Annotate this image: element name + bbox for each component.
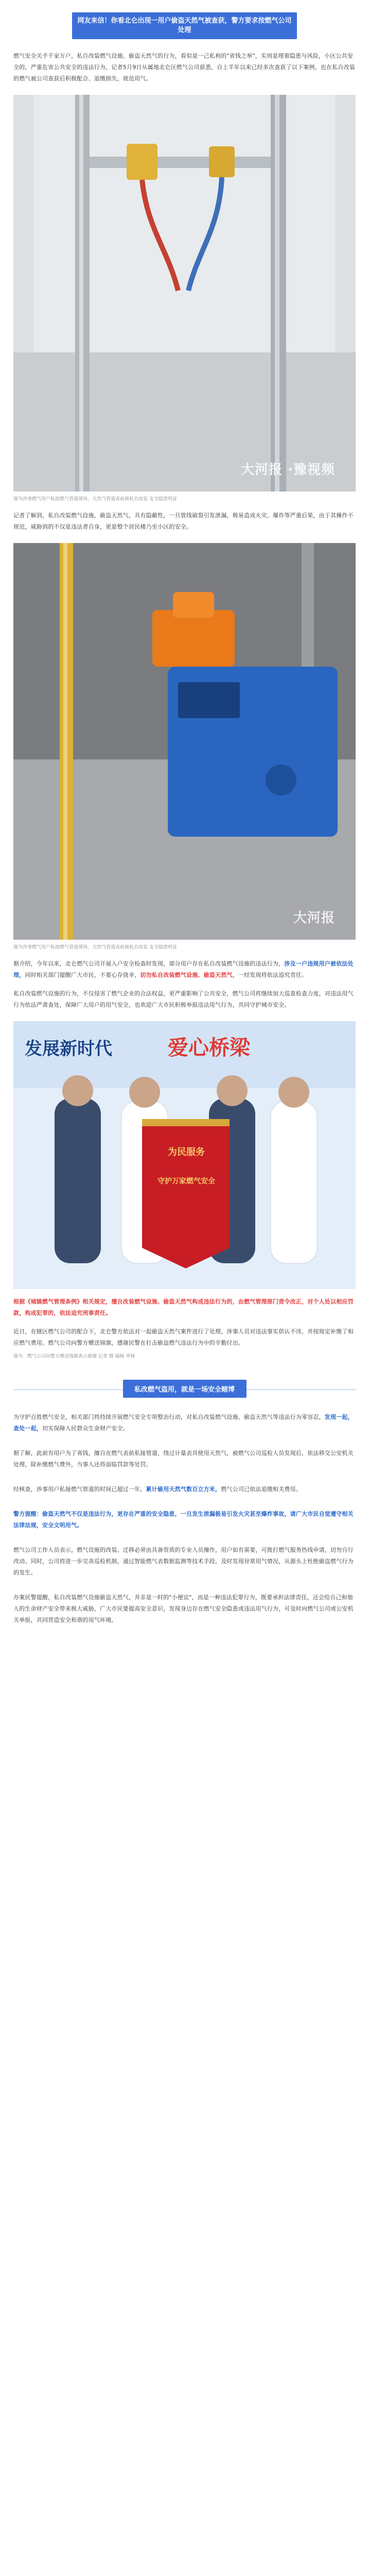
verification-text-c: 燃气公司已依法追缴相关费用。 <box>221 1486 302 1493</box>
article-header-banner <box>72 12 297 39</box>
regulation-text-b: 擅自改装燃气设施、偷盗天然气构成违法行为的，由燃气管理部门责令改正，对个人处以相应罚款，构成犯罪的，依法追究刑事责任。 <box>13 1298 354 1316</box>
regulation-text-a: 根据《城镇燃气管理条例》相关规定， <box>13 1298 112 1305</box>
paragraph-police-warning <box>13 1509 356 1531</box>
photo-gas-meter <box>13 543 356 940</box>
gas-meter-illustration <box>13 543 356 940</box>
photo-banner-presentation <box>13 1021 356 1289</box>
paragraph-campaign <box>13 1412 356 1434</box>
paragraph-company-statement: 燃气公司工作人员表示，燃气设施的改装、迁移必须由具备资质的专业人员操作，用户如有需要，可拨打燃气服务热线申请，切勿自行改动。同时，公司将进一步完善巡检机制，通过智能燃气表数据监测等技术手段，及时发现异常用气情况，从源头上杜绝偷盗燃气行为的发生。 <box>13 1547 354 1576</box>
paragraph-intro: 燃气安全关乎千家万户，私自改装燃气设施、偷盗天然气的行为，看似是一己私利的"省钱之举"，实则是埋着隐患与风险，小区公共安全的，严重危害公共安全的违法行为，记者5月9日从属地北仑区燃气公司获悉，自上半年以来已经多次查获了以下案例，也在私自改装的燃气被公司查获后积极配合、追缴损失，规范用气。 <box>13 53 355 82</box>
paragraph-rights: 私自改装燃气设施的行为，不仅侵害了燃气企业的合法权益，更严重影响了公共安全，燃气公司将继续加大巡查检查力度，对违法用气行为依法严肃查处，保障广大用户的用气安全，也欢迎广大市民积极举报违法用气行为，共同守护城市安全。 <box>13 990 354 1008</box>
paragraph-prior-case: 据了解，此前有用户为了省钱，擅自在燃气表前私接管道，绕过计量表具使用天然气，被燃气公司巡检人员发现后，依法移交公安机关处理，除补缴燃气费外，当事人还将面临罚款等处罚。 <box>13 1450 354 1468</box>
inspection-text-a: 据介绍，今年以来，北仑燃气公司开展入户安全检查时发现，部分用户存在私自改装燃气设施的违法行为， <box>13 960 285 967</box>
photo3-banner-left: 发展新时代 <box>25 1039 112 1059</box>
photo3-banner-right: 爱心桥梁 <box>168 1036 250 1060</box>
section-heading-title: 私改燃气盗用，就是一场安全赌博 <box>134 1386 235 1394</box>
campaign-text-a: 为守护百姓燃气安全，相关部门将持续开展燃气安全专项整治行动，对私自改装燃气设施、偷盗天然气等违法行为零容忍， <box>13 1414 325 1420</box>
campaign-text-c: 切实保障人民群众生命财产安全。 <box>42 1425 129 1432</box>
photo3-flag-line1: 为民服务 <box>168 1147 205 1158</box>
gas-pipe-illustration <box>13 95 356 492</box>
photo1-watermark: 大河报 ·豫视频 <box>241 462 335 478</box>
verification-text-b: 累计偷用天然气数百立方米， <box>146 1486 221 1493</box>
photo2-watermark: 大河报 <box>293 910 335 926</box>
inspection-text-e: 一经发现将依法追究责任。 <box>238 972 308 978</box>
photo2-caption: 图为涉事燃气用户私接燃气管道现场，天然气管道表前被私自改装 安全隐患明显 <box>13 945 177 950</box>
inspection-text-d: 切勿私自改装燃气设施、偷盗天然气， <box>140 972 238 978</box>
paragraph-hazard: 记者了解到，私自改装燃气设施，偷盗天然气，具有隐蔽性，一旦管线破裂引发泄漏，极易造成火灾、爆炸等严重后果，由于其操作不规范，威胁到的不仅是违法者自身，更是整个居民楼乃至小区的安全。 <box>13 512 354 530</box>
inspection-text-c: 同时相关部门提醒广大市民，不要心存侥幸， <box>25 972 140 978</box>
police-warning-text: 偷盗天然气不仅是违法行为，更存在严重的安全隐患，一旦发生泄漏极易引发火灾甚至爆炸事故，请广大市民自觉遵守相关法律法规，安全文明用气。 <box>13 1511 354 1529</box>
article-title: 网友来信！你看北仑出现一用户偷盗天然气被查获，警方要求按燃气公司处理 <box>77 17 292 34</box>
inspection-text-b: 涉及一户违规用户被依法处理， <box>13 960 354 978</box>
paragraph-inspection <box>13 958 356 981</box>
police-warning-label: 警方提醒： <box>13 1511 42 1517</box>
paragraph-closing: 办案民警提醒，私自改装燃气设施偷盗天然气，并非是一时的"小便宜"，而是一种违法犯罪行为，既要承担法律责任，还会给自己和他人的生命财产安全带来极大威胁，广大市民要提高安全意识，发现身边存在燃气安全隐患或违法用气行为，可及时向燃气公司或公安机关举报，共同营造安全和谐的用气环境。 <box>13 1594 354 1623</box>
photo1-caption: 图为涉事燃气用户私接燃气管道现场，天然气管道表前被私自改装 安全隐患明显 <box>13 497 177 502</box>
paragraph-verification <box>13 1484 356 1495</box>
article-page <box>0 12 369 2576</box>
verification-text-a: 经核查，涉事用户私接燃气管道的时间已超过一年， <box>13 1486 146 1493</box>
section-heading-banner <box>123 1380 247 1398</box>
photo-gas-pipes <box>13 95 356 492</box>
photo3-caption: 图为：燃气公司向警方赠送锦旗表示感谢 记者 摄 编辑 审核 <box>13 1354 135 1359</box>
paragraph-police-case: 近日，在辖区燃气公司的配合下，北仑警方依法对一起偷盗天然气案件进行了处理，涉事人员对违法事实供认不讳，并按规定补缴了相应燃气费用。燃气公司向警方赠送锦旗，感谢民警在打击偷盗燃气违法行为中的辛勤付出。 <box>13 1328 354 1346</box>
paragraph-regulation <box>13 1296 356 1319</box>
campaign-text-b: 发现一起，查处一起， <box>13 1414 354 1432</box>
photo3-flag-line2: 守护万家燃气安全 <box>157 1177 215 1185</box>
